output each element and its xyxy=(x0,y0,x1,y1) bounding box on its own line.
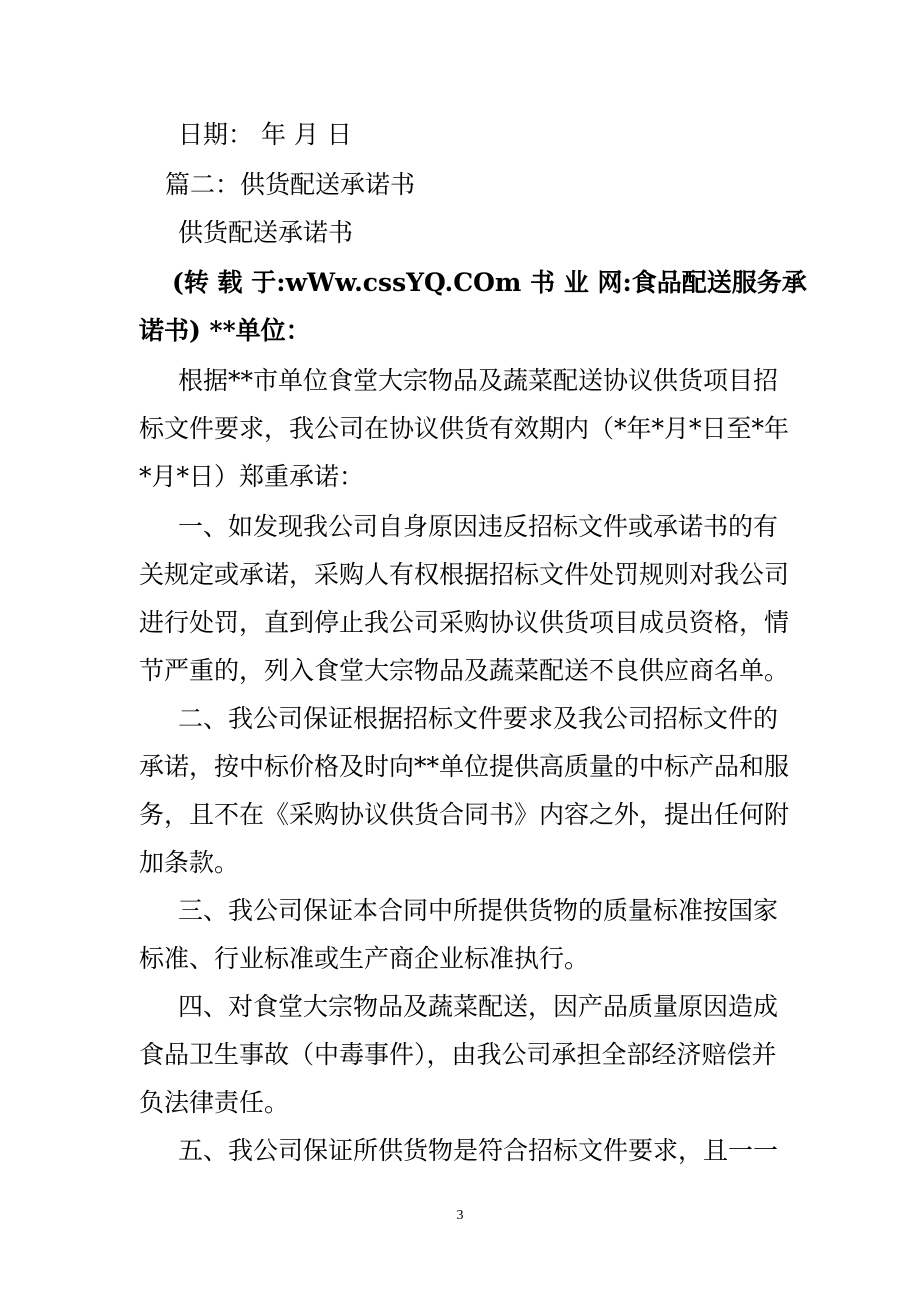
source-note-line-2: 诺书) **单位： xyxy=(139,316,311,345)
paragraph-intro-line-3: *月*日）郑重承诺： xyxy=(139,462,365,491)
clause-4-line-3: 负法律责任。 xyxy=(139,1088,290,1117)
clause-1-line-3: 进行处罚，直到停止我公司采购协议供货项目成员资格，情 xyxy=(139,608,790,637)
section-heading: 篇二：供货配送承诺书 xyxy=(165,170,416,199)
clause-3-line-2: 标准、行业标准或生产商企业标准执行。 xyxy=(139,944,590,973)
paragraph-intro-line-2: 标文件要求，我公司在协议供货有效期内（*年*月*日至*年 xyxy=(139,414,790,443)
clause-2-line-3: 务，且不在《采购协议供货合同书》内容之外，提出任何附 xyxy=(139,800,790,829)
clause-1-line-4: 节严重的，列入食堂大宗物品及蔬菜配送不良供应商名单。 xyxy=(139,656,790,685)
date-line: 日期： 年 月 日 xyxy=(178,120,352,149)
clause-2-line-2: 承诺，按中标价格及时向**单位提供高质量的中标产品和服 xyxy=(139,752,790,781)
clause-2-line-4: 加条款。 xyxy=(139,848,240,877)
clause-4-line-1: 四、对食堂大宗物品及蔬菜配送，因产品质量原因造成 xyxy=(178,992,779,1021)
clause-3-line-1: 三、我公司保证本合同中所提供货物的质量标准按国家 xyxy=(178,896,779,925)
clause-1-line-1: 一、如发现我公司自身原因违反招标文件或承诺书的有 xyxy=(178,512,779,541)
document-title: 供货配送承诺书 xyxy=(178,218,354,247)
source-note-line-1: (转 载 于:wWw.cssYQ.COm 书 业 网:食品配送服务承 xyxy=(172,268,807,297)
paragraph-intro-line-1: 根据**市单位食堂大宗物品及蔬菜配送协议供货项目招 xyxy=(178,366,779,395)
clause-4-line-2: 食品卫生事故（中毒事件），由我公司承担全部经济赔偿并 xyxy=(139,1040,777,1069)
clause-5-line-1: 五、我公司保证所供货物是符合招标文件要求，且一一 xyxy=(178,1136,779,1165)
clause-2-line-1: 二、我公司保证根据招标文件要求及我公司招标文件的 xyxy=(178,704,779,733)
page-number: 3 xyxy=(456,1208,464,1223)
clause-1-line-2: 关规定或承诺，采购人有权根据招标文件处罚规则对我公司 xyxy=(139,560,790,589)
